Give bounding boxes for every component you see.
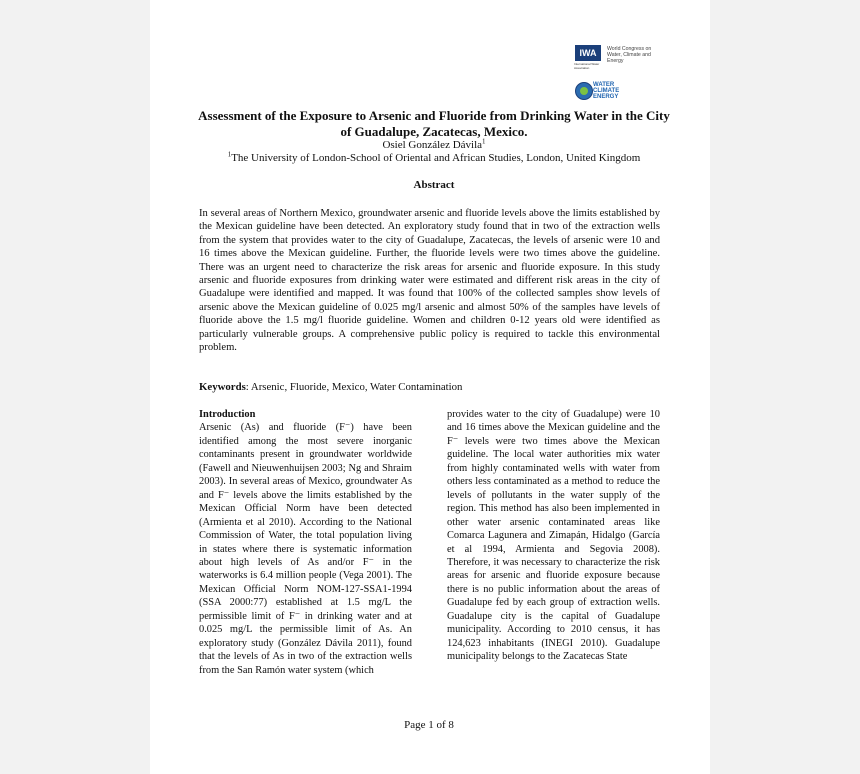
author-line xyxy=(198,139,670,152)
introduction-heading: Introduction xyxy=(199,409,256,420)
affiliation: The University of London-School of Oriental and African Studies, London, United Kingdom xyxy=(231,152,641,164)
keywords-text: : Arsenic, Fluoride, Mexico, Water Contamination xyxy=(245,381,463,393)
left-column xyxy=(199,408,412,677)
globe-icon xyxy=(575,82,593,100)
paper-title: Assessment of the Exposure to Arsenic and Fluoride from Drinking Water in the City of Guadalupe, Zacatecas, Mexico. xyxy=(198,108,670,139)
affiliation-line xyxy=(198,152,670,165)
iwa-logo: IWA xyxy=(575,45,601,61)
abstract-text: In several areas of Northern Mexico, groundwater arsenic and fluoride levels above the limits established by the Mexican guideline have been detected. An exploratory study found that in two of the extraction wells from the system that provides water to the city of Guadalupe, Zacatecas, the levels of arsenic were 10 and 16 times above the Mexican guideline. Further, the fluoride levels were two times above the guideline. There was an urgent need to characterize the risk areas for arsenic and fluoride exposure. In this study arsenic and fluoride exposures from drinking water were estimated and different risk areas in the city of Guadalupe were identified and mapped. It was found that 100% of the collected samples show levels of arsenic above the Mexican guideline of 0.025 mg/l arsenic and almost 50% of the samples have levels of fluoride above the 1.5 mg/l fluoride guideline. Women and children 0-12 years old were identified as particularly vulnerable groups. A comprehensive public policy is required to tackle this environmental problem. xyxy=(199,208,660,354)
congress-name: World Congress on Water, Climate and Energy xyxy=(607,46,652,64)
right-column-text: provides water to the city of Guadalupe) were 10 and 16 times above the Mexican guideline and the F⁻ levels were two times above the Mexican guideline. The local water authorities mix water from highly contaminated wells with water from others less contaminated as a method to reduce the levels of pollutants in the water supply of the region. This method has also been implemented in other water arsenic contaminated areas like Comarca Lagunera and Zimapán, Hidalgo (García et al 1994, Armienta and Segovia 2008). Therefore, it was necessary to characterize the risk areas for arsenic and fluoride exposure because there is no public information about the areas of Guadalupe fed by each group of extraction wells. Guadalupe city is the capital of Guadalupe municipality. According to 2010 census, it has 124,623 inhabitants (INEGI 2010). Guadalupe municipality belongs to the Zacatecas State xyxy=(447,409,660,663)
iwa-logo-subtext: International Water Association xyxy=(574,62,600,70)
abstract-heading: Abstract xyxy=(413,179,455,191)
wce-logo-text: WATER CLIMATE ENERGY xyxy=(593,82,620,100)
keywords-line xyxy=(199,381,660,394)
author-superscript: 1 xyxy=(482,137,486,146)
conference-logo xyxy=(572,40,660,104)
page-number: Page 1 of 8 xyxy=(404,719,454,731)
document-page xyxy=(150,0,710,774)
keywords-label: Keywords xyxy=(199,381,246,393)
left-column-text: Arsenic (As) and fluoride (F⁻) have been identified among the most severe inorganic contaminants present in groundwater worldwide (Fawell and Nieuwenhuijsen 2003; Ng and Shraim 2003). In several areas of Mexico, groundwater As and F⁻ levels above the limits established by the Mexican Official Norm have been detected (Armienta et al 2010). According to the National Commission of Water, the total population living in states where there is systematic information about high levels of As and/or F⁻ in the waterworks is 6.4 million people (Vega 2001). The Mexican Official Norm NOM-127-SSA1-1994 (SSA 2000:77) established at 1.5 mg/L the permissible limit of F⁻ in drinking water and at 0.025 mg/L the permissible limit of As. An exploratory study (González Dávila 2011), found that the levels of As in two of the extraction wells from the San Ramón water system (which xyxy=(199,422,412,676)
right-column xyxy=(447,408,660,664)
affiliation-superscript: 1 xyxy=(227,150,232,159)
author-name: Osiel González Dávila xyxy=(382,139,483,151)
